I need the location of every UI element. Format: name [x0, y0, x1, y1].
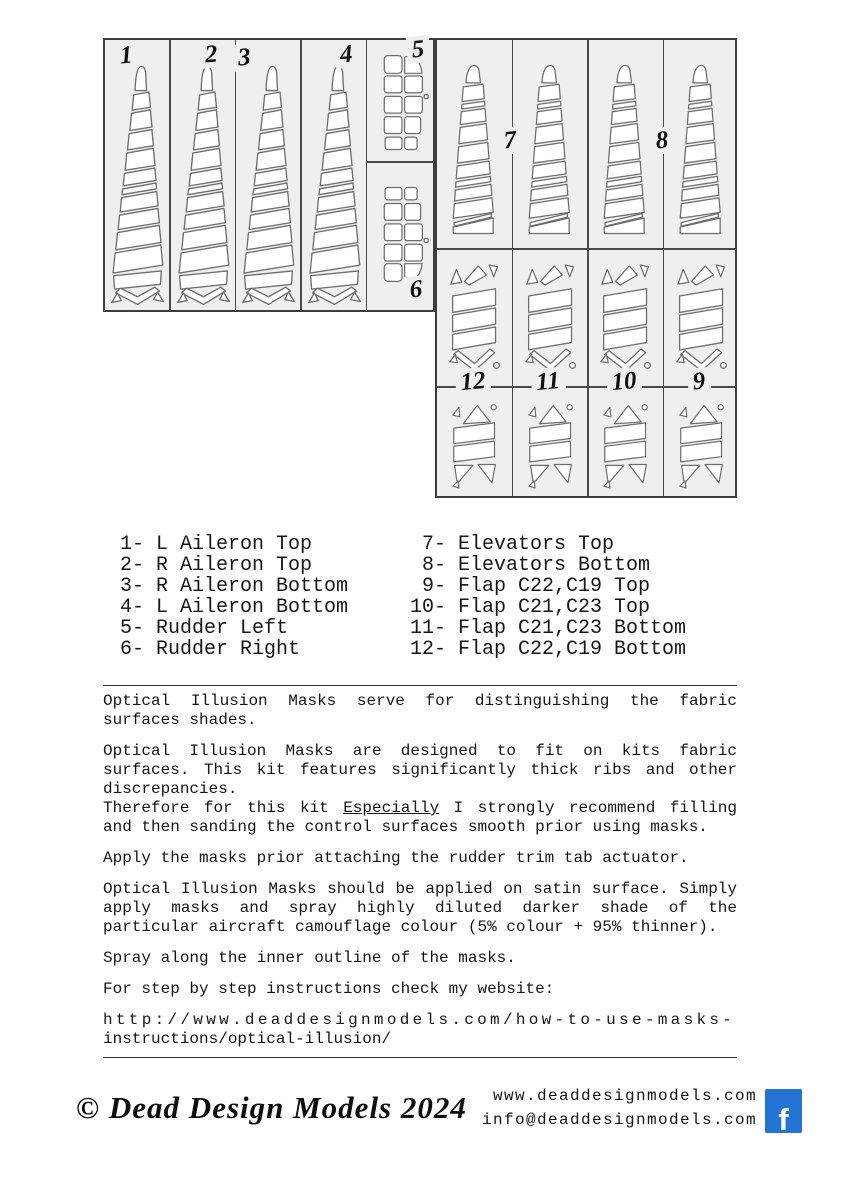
flap-top-mask-10: [590, 254, 662, 380]
divider-line-bottom: [103, 1057, 737, 1058]
instructions-text: [103, 692, 737, 1061]
text-line: surfaces. This kit features significantly thick ribs and other: [103, 761, 737, 779]
text-line: Therefore for this kit Especially I strongly recommend filling: [103, 799, 737, 817]
paragraph-intro: [103, 692, 737, 730]
legend-column-left: [120, 534, 348, 660]
text-line: Optical Illusion Masks should be applied on satin surface. Simply: [103, 880, 737, 898]
flap-bottom-mask-10: [590, 396, 662, 494]
contact-block: [420, 1084, 757, 1132]
text-line: and then sanding the control surfaces smooth prior using masks.: [103, 818, 708, 836]
legend-item: 2- R Aileron Top: [120, 554, 313, 577]
flap-top-mask-9: [666, 254, 738, 380]
panel-number-1: 1: [114, 41, 139, 70]
panel-number-6: 6: [404, 275, 429, 304]
panel-divider: [235, 40, 237, 310]
panel-divider: [512, 40, 514, 496]
legend-item: 8- Elevators Bottom: [410, 554, 651, 577]
panel-divider: [663, 40, 665, 496]
legend-item: 1- L Aileron Top: [120, 533, 313, 556]
facebook-f-glyph: f: [778, 1102, 789, 1137]
panel-divider: [366, 40, 368, 310]
panel-number-2: 2: [199, 40, 224, 69]
flap-bottom-mask-12: [439, 396, 511, 494]
rudder-cell-divider: [366, 161, 434, 163]
elevator-mask-b: [517, 52, 585, 238]
paragraph-apply_prior: [103, 849, 737, 868]
divider-line-top: [103, 685, 737, 686]
panel-number-11: 11: [530, 367, 566, 397]
text-line: Spray along the inner outline of the masks.: [103, 949, 516, 967]
text-line: Optical Illusion Masks are designed to fit on kits fabric: [103, 742, 737, 760]
row-divider: [437, 248, 735, 250]
legend-item: 5- Rudder Left: [120, 617, 289, 640]
legend-item: 11- Flap C21,C23 Bottom: [410, 617, 687, 640]
text-line: Apply the masks prior attaching the rudder trim tab actuator.: [103, 849, 689, 867]
paragraph-satin: [103, 880, 737, 937]
underlined-word: Especially: [343, 799, 440, 817]
paragraph-spray: [103, 949, 737, 968]
panel-divider: [169, 40, 171, 310]
paragraph-website_url[interactable]: [103, 1011, 737, 1049]
mask-sheet-left-block: [103, 38, 435, 312]
text-line: http://www.deaddesignmodels.com/how-to-use-masks-: [103, 1011, 736, 1029]
paragraph-website_prompt: [103, 980, 737, 999]
panel-divider: [587, 40, 589, 496]
aileron-mask-2: [172, 43, 235, 309]
panel-number-4: 4: [334, 40, 359, 69]
flap-bottom-mask-9: [666, 396, 738, 494]
panel-number-5: 5: [406, 35, 431, 64]
email-address[interactable]: info@deaddesignmodels.com: [481, 1111, 757, 1129]
elevator-mask-c: [592, 52, 660, 238]
elevator-mask-d: [668, 52, 736, 238]
panel-number-9: 9: [687, 367, 712, 396]
copyright-text: © Dead Design Models 2024: [76, 1090, 467, 1125]
text-line: surfaces shades.: [103, 711, 257, 729]
facebook-icon[interactable]: [765, 1089, 802, 1137]
legend-item: 7- Elevators Top: [410, 533, 615, 556]
aileron-mask-3: [237, 43, 300, 309]
legend-item: 10- Flap C21,C23 Top: [410, 596, 651, 619]
text-line: instructions/optical-illusion/: [103, 1030, 392, 1048]
panel-number-10: 10: [605, 367, 642, 397]
aileron-mask-4: [303, 43, 366, 309]
website-url[interactable]: www.deaddesignmodels.com: [492, 1087, 757, 1105]
legend-item: 12- Flap C22,C19 Bottom: [410, 638, 687, 661]
panel-number-8: 8: [650, 126, 675, 155]
panel-divider: [300, 40, 302, 310]
text-line: apply masks and spray highly diluted darker shade of the: [103, 899, 737, 917]
legend-item: 3- R Aileron Bottom: [120, 575, 349, 598]
text-line: discrepancies.: [103, 780, 238, 798]
legend-column-right: [410, 534, 686, 660]
text-line: For step by step instructions check my website:: [103, 980, 555, 998]
flap-top-mask-11: [515, 254, 587, 380]
paragraph-fit: [103, 742, 737, 837]
flap-bottom-mask-11: [515, 396, 587, 494]
flap-top-mask-12: [439, 254, 511, 380]
aileron-mask-1: [106, 43, 169, 309]
legend-item: 6- Rudder Right: [120, 638, 301, 661]
panel-number-3: 3: [232, 43, 257, 72]
legend-item: 4- L Aileron Bottom: [120, 596, 349, 619]
mask-sheet-right-block: [435, 38, 737, 498]
panel-number-7: 7: [498, 126, 523, 155]
text-line: particular aircraft camouflage colour (5% colour + 95% thinner).: [103, 918, 718, 936]
text-line: Optical Illusion Masks serve for distinguishing the fabric: [103, 692, 737, 710]
legend-item: 9- Flap C22,C19 Top: [410, 575, 651, 598]
panel-number-12: 12: [454, 367, 491, 397]
